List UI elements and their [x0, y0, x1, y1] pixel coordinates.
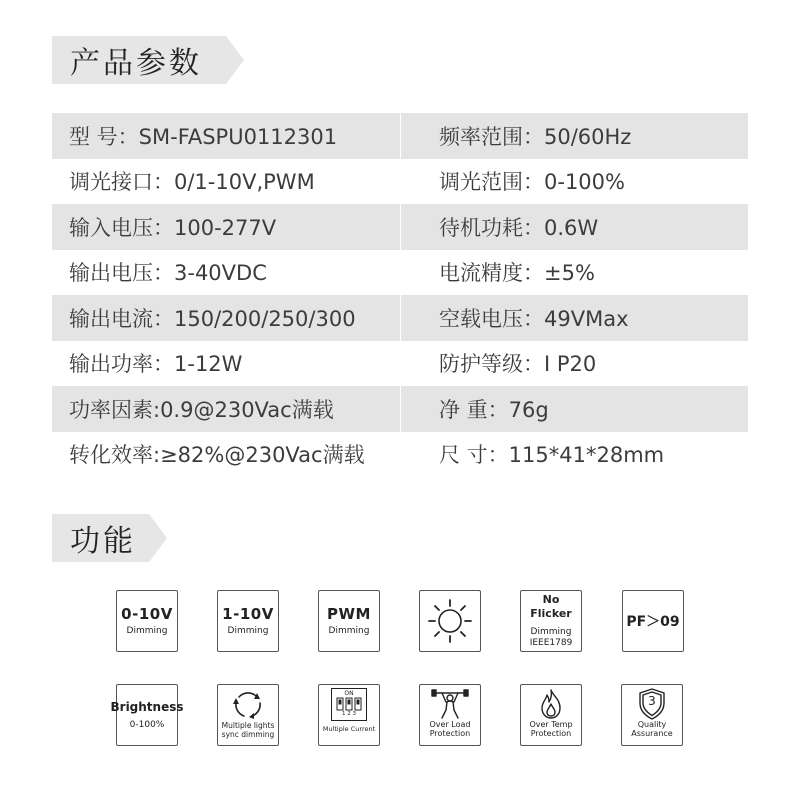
- dip-switch-icon: [331, 688, 367, 721]
- section-title-params: [52, 36, 226, 84]
- feature-caption-line1: Over Temp: [529, 720, 573, 729]
- spec-cell-standby-power: 待机功耗：0.6W: [439, 215, 599, 240]
- spec-cell-dimensions: 尺 寸：115*41*28mm: [439, 443, 665, 468]
- spec-cell-current-accuracy: 电流精度：±5%: [439, 261, 595, 286]
- spec-table: [52, 113, 748, 477]
- feature-overtemp-protection: [520, 684, 582, 746]
- sync-arrows-icon: [230, 689, 266, 721]
- feature-brightness-sun: [419, 590, 481, 652]
- section-title-params-text: 产品参数: [70, 46, 202, 81]
- spec-row: [52, 386, 748, 432]
- spec-cell-no-load-voltage: 空载电压：49VMax: [439, 306, 629, 331]
- feature-standard: IEEE1789: [529, 638, 573, 648]
- feature-title: 0-10V: [121, 605, 173, 623]
- dip-switch-on-label: ON: [344, 690, 354, 697]
- section-title-functions: [52, 514, 149, 562]
- feature-caption-line2: Protection: [429, 729, 471, 738]
- spec-cell-model: 型 号：SM-FASPU0112301: [52, 113, 401, 159]
- spec-cell-ip-rating: 防护等级：I P20: [439, 352, 597, 377]
- spec-row: [52, 250, 748, 296]
- feature-title: Brightness: [110, 699, 184, 714]
- spec-cell-net-weight: 净 重：76g: [439, 397, 549, 422]
- spec-cell-efficiency: 转化效率:≥82%@230Vac满载: [52, 432, 401, 478]
- spec-cell-frequency: 频率范围：50/60Hz: [439, 124, 632, 149]
- spec-row: [52, 159, 748, 205]
- feature-no-flicker: [520, 590, 582, 652]
- spec-cell-power-factor: 功率因素:0.9@230Vac满载: [52, 386, 401, 432]
- flame-icon: [538, 688, 564, 720]
- feature-caption-line2: Protection: [530, 729, 572, 738]
- feature-subtitle: Dimming: [227, 626, 269, 636]
- spec-cell-dimming-interface: 调光接口：0/1-10V,PWM: [52, 159, 401, 205]
- feature-subtitle: Dimming: [328, 626, 370, 636]
- sun-icon: [426, 597, 474, 645]
- spec-row: [52, 113, 748, 159]
- section-title-functions-text: 功能: [70, 524, 136, 559]
- feature-multi-sync: [217, 684, 279, 746]
- feature-subtitle: 0-100%: [129, 719, 165, 730]
- feature-title: PWM: [327, 605, 371, 623]
- feature-title: 1-10V: [222, 605, 274, 623]
- spec-row: [52, 432, 748, 478]
- feature-caption-line1: Quality: [637, 720, 667, 729]
- feature-subtitle: Dimming: [530, 627, 572, 637]
- feature-brightness-range: [110, 684, 184, 746]
- spec-cell-output-power: 输出功率：1-12W: [52, 341, 401, 387]
- overload-icon: [430, 688, 470, 720]
- feature-caption-line2: Assurance: [631, 729, 673, 738]
- spec-cell-output-current: 输出电流：150/200/250/300: [52, 295, 401, 341]
- feature-title: PF＞09: [626, 614, 680, 630]
- spec-cell-dimming-range: 调光范围：0-100%: [439, 170, 625, 195]
- feature-multiple-current: [318, 684, 380, 746]
- shield-icon: [638, 688, 666, 720]
- dip-switch-numbers: 1 2 3: [342, 711, 356, 717]
- feature-caption-line1: Multiple lights: [221, 721, 275, 730]
- spec-row: [52, 341, 748, 387]
- spec-row: [52, 204, 748, 250]
- feature-quality-assurance: [621, 684, 683, 746]
- feature-0-10v-dimming: [116, 590, 178, 652]
- feature-overload-protection: [419, 684, 481, 746]
- feature-pwm-dimming: [318, 590, 380, 652]
- spec-row: [52, 295, 748, 341]
- spec-cell-output-voltage: 输出电压：3-40VDC: [52, 250, 401, 296]
- feature-power-factor: [622, 590, 684, 652]
- feature-subtitle: Dimming: [126, 626, 168, 636]
- feature-title: No Flicker: [530, 593, 572, 620]
- feature-caption-line2: sync dimming: [221, 730, 275, 739]
- feature-1-10v-dimming: [217, 590, 279, 652]
- shield-badge-number: 3: [648, 694, 656, 708]
- feature-caption-line1: Over Load: [429, 720, 471, 729]
- dip-switch-bank: [336, 697, 362, 711]
- feature-caption: Multiple Current: [322, 725, 376, 733]
- spec-cell-input-voltage: 输入电压：100-277V: [52, 204, 401, 250]
